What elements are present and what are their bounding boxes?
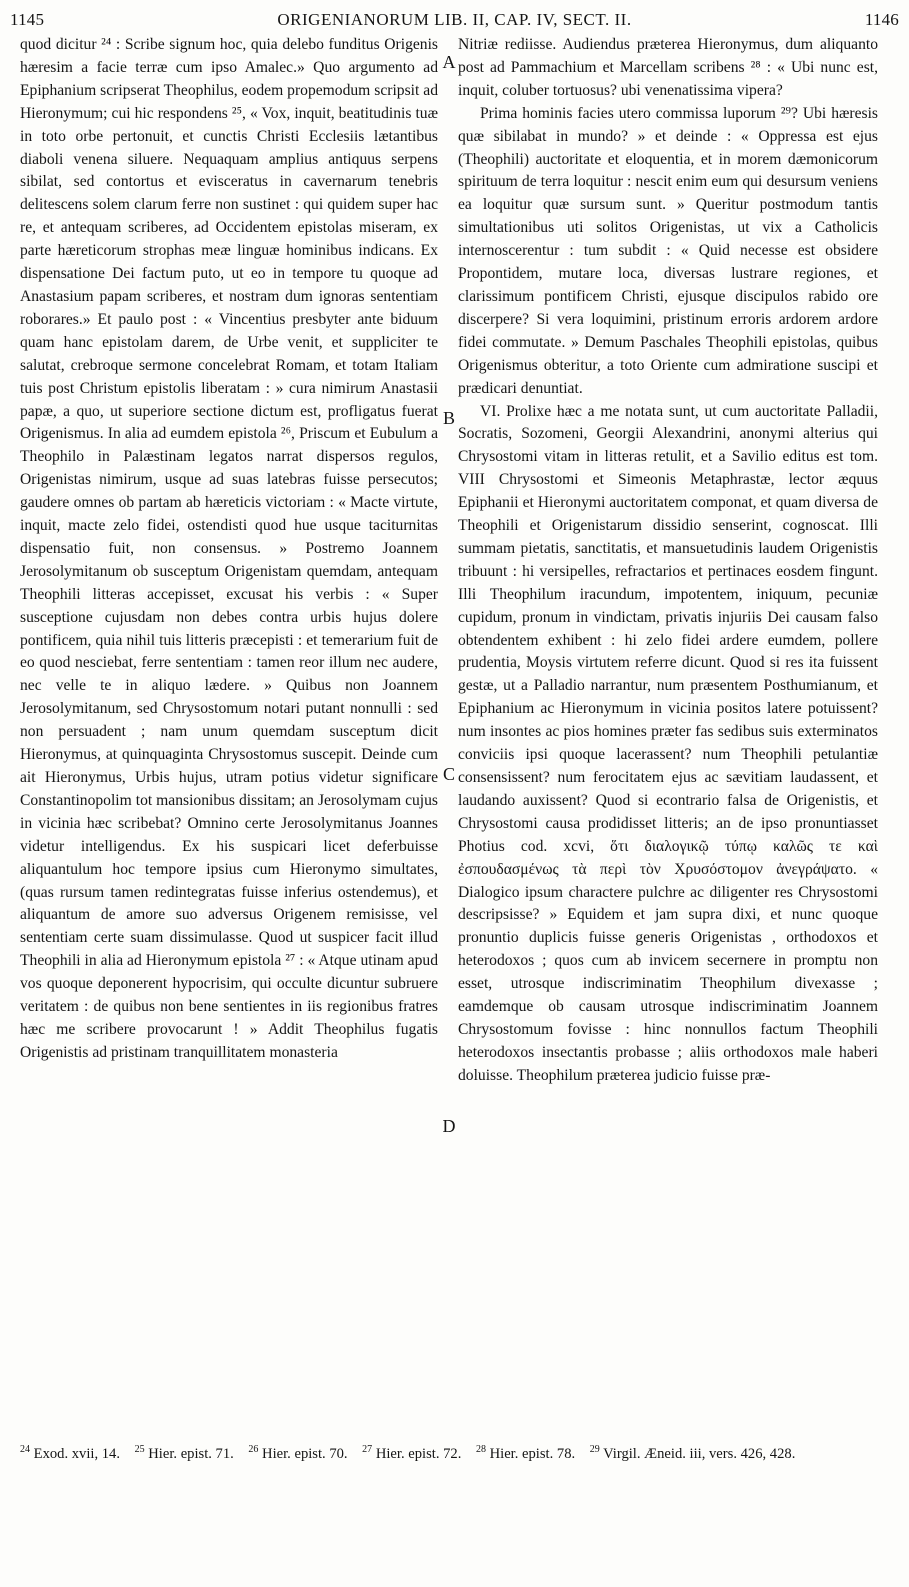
running-title: ORIGENIANORUM LIB. II, CAP. IV, SECT. II. — [277, 10, 632, 29]
running-header — [10, 6, 899, 32]
right-paragraph-1: Nitriæ rediisse. Audiendus præterea Hieronymus, dum aliquanto post ad Pammachium et Marcellam scribens ²⁸ : « Ubi nunc est, inquit, coluber tortuosus? ubi venenatissima vipera? — [458, 36, 878, 99]
page-number-right: 1146 — [864, 10, 899, 29]
footnote-29: $^{29}$ Virgil. Æneid. iii, vers. 426, 428. — [589, 1444, 796, 1462]
right-paragraph-2: Prima hominis facies utero commissa luporum ²⁹? Ubi hæresis quæ sibilabat in mundo? » et deinde : « Oppressa est ejus (Theophili) auctoritate et eloquentia, et in morem dæmonicorum spirituum de terra loquitur : nescit enim eum qui desursum veniens ea loquitur quæ sursum sunt. » Queritur postmodum tantis simultationibus uti solitos Origenistas, ut vix a Catholicis internoscerentur : tum subdit : « Quid necesse est obsidere Propontidem, mutare loca, diversas lustrare regiones, et clarissimum pontificem Christi, ejusque discipulos rabido ore discerpere? Si vera loquimini, pristinum erroris ardorem ardore fidei commutate. » Demum Paschales Theophili epistolas, quibus Origenismus obteritur, a toto Oriente cum admiratione suscipi et prædicari denuntiat. — [458, 104, 878, 397]
right-paragraph-3: VI. Prolixe hæc a me notata sunt, ut cum auctoritate Palladii, Socratis, Sozomeni, Georgii Alexandrini, anonymi alterius qui Chrysostomi vitam in litteras retulit, et a Savilio editus est tom. VIII Chrysostomi et Simeonis Metaphrastæ, lector æquus Epiphanii et Hieronymi auctoritatem componat, et quam diversa de Theophili et Origenistarum dissidio senserint, cognoscat. Illi summam pietatis, sanctitatis, et mansuetudinis laudem Origenistis tribuunt : hi versipelles, refractarios et pertinaces eosdem fingunt. Illi Theophilum iracundum, impotentem, iniquum, pecuniæ cupidum, pronum in vindictam, privatis injuriis Dei causam falso obtendentem exhibent : hi zelo fidei ardere eumdem, pollere prudentia, Moysis virtutem referre dicunt. Quod si res ita fuissent gestæ, ut a Palladio narrantur, num præsentem Posthumianum, et Epiphanium ac Hieronymum in vicinia positos latere potuissent? num insontes ac pios homines præter fas sedibus suis exterminatos conviciis ipsi quoque lacerassent? num Theophili petulantiæ consensissent? num ferocitatem ejus ac sævitiam laudassent, et laudando auxissent? Quod si econtrario falsa de Origenistis, et Chrysostomi causa prodidisset litteris; an de ipso pronuntiasset Photius cod. xcvi, ὅτι διαλογικῷ τύπῳ καλῶς τε καὶ ἐσπουδασμένως τὰ περὶ τὸν Χρυσόστομον ἀνεγράψατο. « Dialogico ipsum charactere pulchre ac diligenter res Chrysostomi descripsisse? » Equidem et jam supra dixi, et nunc quoque pronuntio duplicis fuisse generis Origenistas , orthodoxos et heterodoxos ; quos cum ab invicem secernere in promptu non esset, utrosque indiscriminatim Theophilum divexasse ; eamdemque ob causam utrosque indiscriminatim Joannem Chrysostomum fovisse : hinc nonnullos factum Theophili heterodoxos insectantis probasse ; aliis orthodoxos male haberi doluisse. Theophilum præterea judicio fuisse præ- — [458, 402, 878, 1084]
left-column-text: quod dicitur ²⁴ : Scribe signum hoc, quia delebo funditus Origenis hæresim a facie terræ cum ipso Amalec.» Quo argumento ad Epiphanium scripserat Theophilus, eodem propemodum scripsit ad Hieronymum; cui hic respondens ²⁵, « Vox, inquit, beatitudinis tuæ in toto orbe pertonuit, et cunctis Christi Ecclesiis lætantibus diaboli venena siluere. Nequaquam amplius antiquus serpens sibilat, sed contortus et evisceratus in cavernarum tenebris delitescens solem clarum ferre non sustinet : qui quidem super hac re, et antequam scriberes, ad Occidentem epistolas miseram, ex parte hæreticorum strophas meæ linguæ hominibus indicans. Ex dispensatione Dei factum puto, ut eo in tempore tu quoque ad Anastasium papam scriberes, et nostram dum ignoras sententiam roborares.» Et paulo post : « Vincentius presbyter ante biduum quam hanc epistolam darem, de Urbe venit, et suppliciter te salutat, crebroque sermone concelebrat Romam, et totam Italiam tuis post Christum epistolis liberatam : » cura nimirum Anastasii papæ, a quo, ut superiore sectione dictum est, profligatus fuerat Origenismus. In alia ad eumdem epistola ²⁶, Priscum et Eubulum a Theophilo in Palæstinam legatos narrat dispersos regulos, Origenistas nimirum, usque ad suas latebras fuisse persecutos; gaudere omnes ob partam ab hæreticis victoriam : « Macte virtute, inquit, macte zelo fidei, ostendisti quod hue usque taciturnitas dispensatio fuit, non consensus. » Postremo Joannem Jerosolymitanum ob susceptum Origenistam quemdam, antequam Theophili litteras accepisset, excusat his verbis : « Super susceptione cujusdam non debes contra urbis hujus dolere pontificem, quia nihil tuis litteris præcepisti : et temerarium fuit de eo quod nesciebat, ferre sententiam : tamen reor illum nec audere, nec velle te in aliquo lædere. » Quibus non Joannem Jerosolymitanum, sed Chrysostomum notari putant nonnulli : sed non persuadent ; nam unum quemdam susceptum dicit Hieronymus, at quinquaginta Chrysostomus suscepit. Deinde cum ait Hieronymus, Urbis hujus, utram potius videtur significare Constantinopolim tot mansionibus dissitam; an Jerosolymam cujus in vicinia hæc scribebat? Omnino certe Jerosolymitanus Joannes videtur intelligendus. Ex his suspicari licet deferbuisse aliquantulum hoc tempore ipsius cum Hieronymo simultates, (quas rursum tamen redintegratas fuisse inferius ostendemus), et aliquantum de amore suo adversus Origenem remisisse, vel sententiam certe suam dissimulasse. Quod ut suspicer facit illud Theophili in alia ad Hieronymum epistola ²⁷ : « Atque utinam apud vos quoque deponerent hypocrisim, qui occulte dicuntur subruere veritatem : de quibus non bene sentientes in iis regionibus fratres hæc me scribere provocarunt ! » Addit Theophilus fugatis Origenistis ad pristinam tranquillitatem monasteria — [20, 36, 438, 1061]
footnote-25: $^{25}$ Hier. epist. 71. — [134, 1444, 234, 1462]
footnotes — [20, 1440, 891, 1464]
left-column — [20, 34, 438, 1434]
footnote-28: $^{28}$ Hier. epist. 78. — [475, 1444, 576, 1462]
footnote-26: $^{26}$ Hier. epist. 70. — [248, 1444, 348, 1462]
footnote-24: $^{24}$ Exod. xvii, 14. — [20, 1444, 121, 1462]
margin-marker-b: B — [442, 408, 455, 428]
footnote-27: $^{27}$ Hier. epist. 72. — [362, 1444, 462, 1462]
margin-marker-a: A — [442, 52, 456, 72]
margin-marker-c: C — [442, 764, 455, 784]
right-column — [458, 34, 878, 1434]
margin-marker-d: D — [442, 1116, 456, 1136]
page-number-left: 1145 — [10, 10, 45, 29]
